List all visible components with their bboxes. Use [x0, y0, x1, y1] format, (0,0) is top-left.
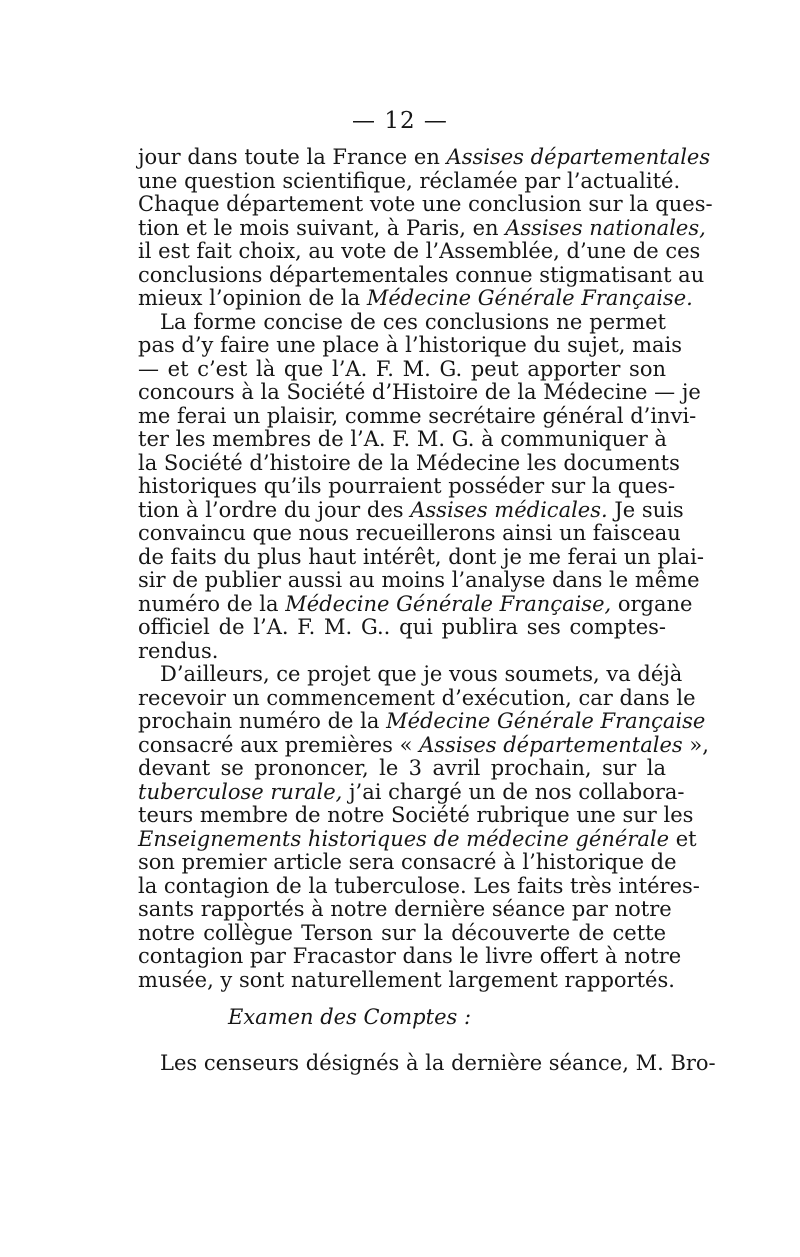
text-line	[138, 709, 706, 734]
text-run: consacré aux premières «	[138, 732, 420, 757]
paragraph-1	[138, 145, 713, 311]
text-run: organe	[611, 591, 693, 616]
text-run: teurs membre de notre Société rubrique une sur les	[138, 803, 694, 827]
text-line	[138, 568, 700, 593]
text-run: tion à l’ordre du jour des	[138, 497, 411, 522]
text-run: historiques qu’ils pourraient posséder sur la ques-	[138, 474, 676, 498]
text-run: devant se prononcer, le 3 avril prochain, sur la	[138, 756, 666, 780]
text-line	[138, 450, 680, 476]
text-line	[138, 967, 675, 993]
text-line	[138, 662, 683, 687]
text-run: jour dans toute la France en	[138, 145, 447, 169]
text-line	[138, 474, 676, 499]
text-line	[138, 145, 711, 170]
text-run: concours à la Société d’Histoire de la Médecine — je	[138, 380, 701, 404]
text-run: sants rapportés à notre dernière séance par notre	[138, 897, 672, 921]
page-number: — 12 —	[352, 108, 448, 134]
text-line	[138, 544, 704, 570]
text-run: la contagion de la tuberculose. Les faits très intéres-	[138, 873, 700, 898]
text-line	[138, 497, 684, 523]
text-line	[138, 944, 682, 969]
paragraph-3	[138, 662, 709, 992]
text-run: ter les membres de l’A. F. M. G. à communiquer à	[138, 427, 667, 451]
text-run: contagion par Fracastor dans le livre offert à notre	[138, 944, 682, 968]
text-line	[138, 616, 666, 640]
text-run: Chaque département vote une conclusion sur la ques-	[138, 192, 713, 216]
paragraph-2	[138, 309, 704, 664]
text-run: me ferai un plaisir, comme secrétaire général d’invi-	[138, 403, 697, 428]
italic-text: Enseignements historiques de médecine générale	[138, 826, 670, 851]
text-run: une question scientifique, réclamée par l’actualité.	[138, 168, 681, 193]
text-line	[138, 757, 666, 781]
text-line	[138, 1051, 716, 1076]
text-run: j’ai chargé un de nos collabora-	[342, 779, 685, 804]
text-run: Les censeurs désignés à la dernière séance, M. Bro-	[160, 1051, 716, 1075]
italic-text: Assises médicales.	[410, 497, 608, 522]
text-line	[138, 333, 683, 358]
text-line	[138, 521, 681, 546]
heading-spacer	[138, 1030, 666, 1052]
text-run: La forme concise de ces conclusions ne permet	[160, 309, 666, 334]
text-run: la Société d’histoire de la Médecine les documents	[138, 450, 680, 475]
text-run: Je suis	[607, 497, 684, 522]
text-run: pas d’y faire une place à l’historique du sujet, mais	[138, 333, 683, 357]
text-line	[138, 640, 666, 664]
text-line	[138, 803, 694, 828]
text-line	[138, 779, 685, 805]
text-run: officiel de l’A. F. M. G.. qui publira ses comptes-	[138, 615, 666, 639]
text-line	[138, 873, 700, 899]
text-run: son premier article sera consacré à l’historique de	[138, 850, 677, 874]
text-line	[138, 826, 697, 852]
text-line	[138, 428, 666, 452]
text-run: recevoir un commencement d’exécution, car dans le	[138, 685, 696, 710]
text-line	[138, 358, 666, 382]
text-run: conclusions départementales connue stigmatisant au	[138, 262, 705, 287]
text-run: musée, y sont naturellement largement rapportés.	[138, 967, 675, 992]
text-line	[138, 192, 713, 217]
text-line	[138, 286, 693, 311]
italic-text: Assises départementales	[419, 732, 683, 757]
text-run: il est fait choix, au vote de l’Assemblée, d’une de ces	[138, 239, 701, 263]
text-run: prochain numéro de la	[138, 709, 387, 733]
text-line	[138, 168, 681, 194]
text-line	[138, 239, 701, 264]
body-text	[138, 145, 716, 1076]
text-line	[138, 732, 709, 758]
text-line	[138, 897, 672, 922]
text-run: rendus.	[138, 638, 219, 663]
text-line	[138, 311, 666, 335]
italic-text: Médecine Générale Française.	[366, 286, 693, 310]
text-run: et	[669, 826, 697, 851]
text-line	[138, 685, 696, 711]
section-heading: Examen des Comptes :	[228, 1005, 472, 1029]
text-line	[138, 922, 666, 946]
text-run: notre collègue Terson sur la découverte de cette	[138, 920, 666, 945]
text-run: »,	[682, 732, 709, 757]
section-spacer	[138, 992, 666, 1006]
paragraph-4	[138, 1051, 716, 1076]
text-run: convaincu que nous recueillerons ainsi un faisceau	[138, 521, 681, 545]
text-line	[138, 380, 701, 405]
text-line	[138, 262, 705, 288]
italic-text: Assises nationales,	[505, 215, 706, 240]
text-run: numéro de la	[138, 591, 286, 616]
text-line	[138, 591, 693, 617]
italic-text: Médecine Générale Française	[386, 709, 706, 733]
text-run: tion et le mois suivant, à Paris, en	[138, 215, 506, 240]
italic-text: tuberculose rurale,	[138, 779, 343, 804]
text-run: — et c’est là que l’A. F. M. G. peut apporter son	[138, 356, 666, 381]
text-run: sir de publier aussi au moins l’analyse dans le même	[138, 568, 700, 592]
text-line	[138, 215, 706, 241]
text-line	[138, 403, 697, 429]
text-run: D’ailleurs, ce projet que je vous soumets, va déjà	[160, 662, 683, 686]
text-line	[138, 850, 677, 875]
italic-text: Assises départementales	[446, 145, 711, 169]
italic-text: Médecine Générale Française,	[285, 591, 612, 616]
text-run: de faits du plus haut intérêt, dont je me ferai un plai-	[138, 544, 704, 569]
text-run: mieux l’opinion de la	[138, 286, 367, 310]
